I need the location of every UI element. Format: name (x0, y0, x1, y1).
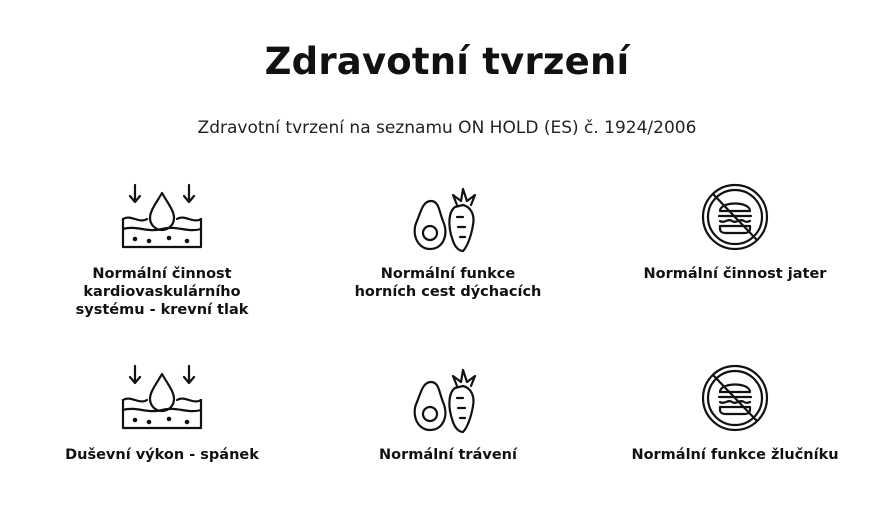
claim-item (610, 181, 860, 283)
skin-drop-icon (117, 362, 207, 434)
claim-label: Normální funkce horních cest dýchacích (354, 266, 542, 300)
claim-item (323, 362, 573, 464)
no-burger-icon (690, 181, 780, 253)
claim-label: Normální trávení (379, 447, 517, 463)
claim-item (37, 181, 287, 319)
page-title: Zdravotní tvrzení (264, 40, 630, 83)
avocado-carrot-icon (403, 362, 493, 434)
no-burger-icon (690, 362, 780, 434)
claim-item (610, 362, 860, 464)
page-subtitle: Zdravotní tvrzení na seznamu ON HOLD (ES) č. 1924/2006 (197, 118, 697, 138)
claim-label: Normální funkce žlučníku (631, 447, 839, 463)
claim-label: Normální činnost kardiovaskulárního systému - krevní tlak (75, 266, 249, 318)
claim-label: Normální činnost jater (643, 266, 827, 282)
avocado-carrot-icon (403, 181, 493, 253)
claim-item (323, 181, 573, 301)
claim-label: Duševní výkon - spánek (65, 447, 259, 463)
claim-item (37, 362, 287, 464)
skin-drop-icon (117, 181, 207, 253)
